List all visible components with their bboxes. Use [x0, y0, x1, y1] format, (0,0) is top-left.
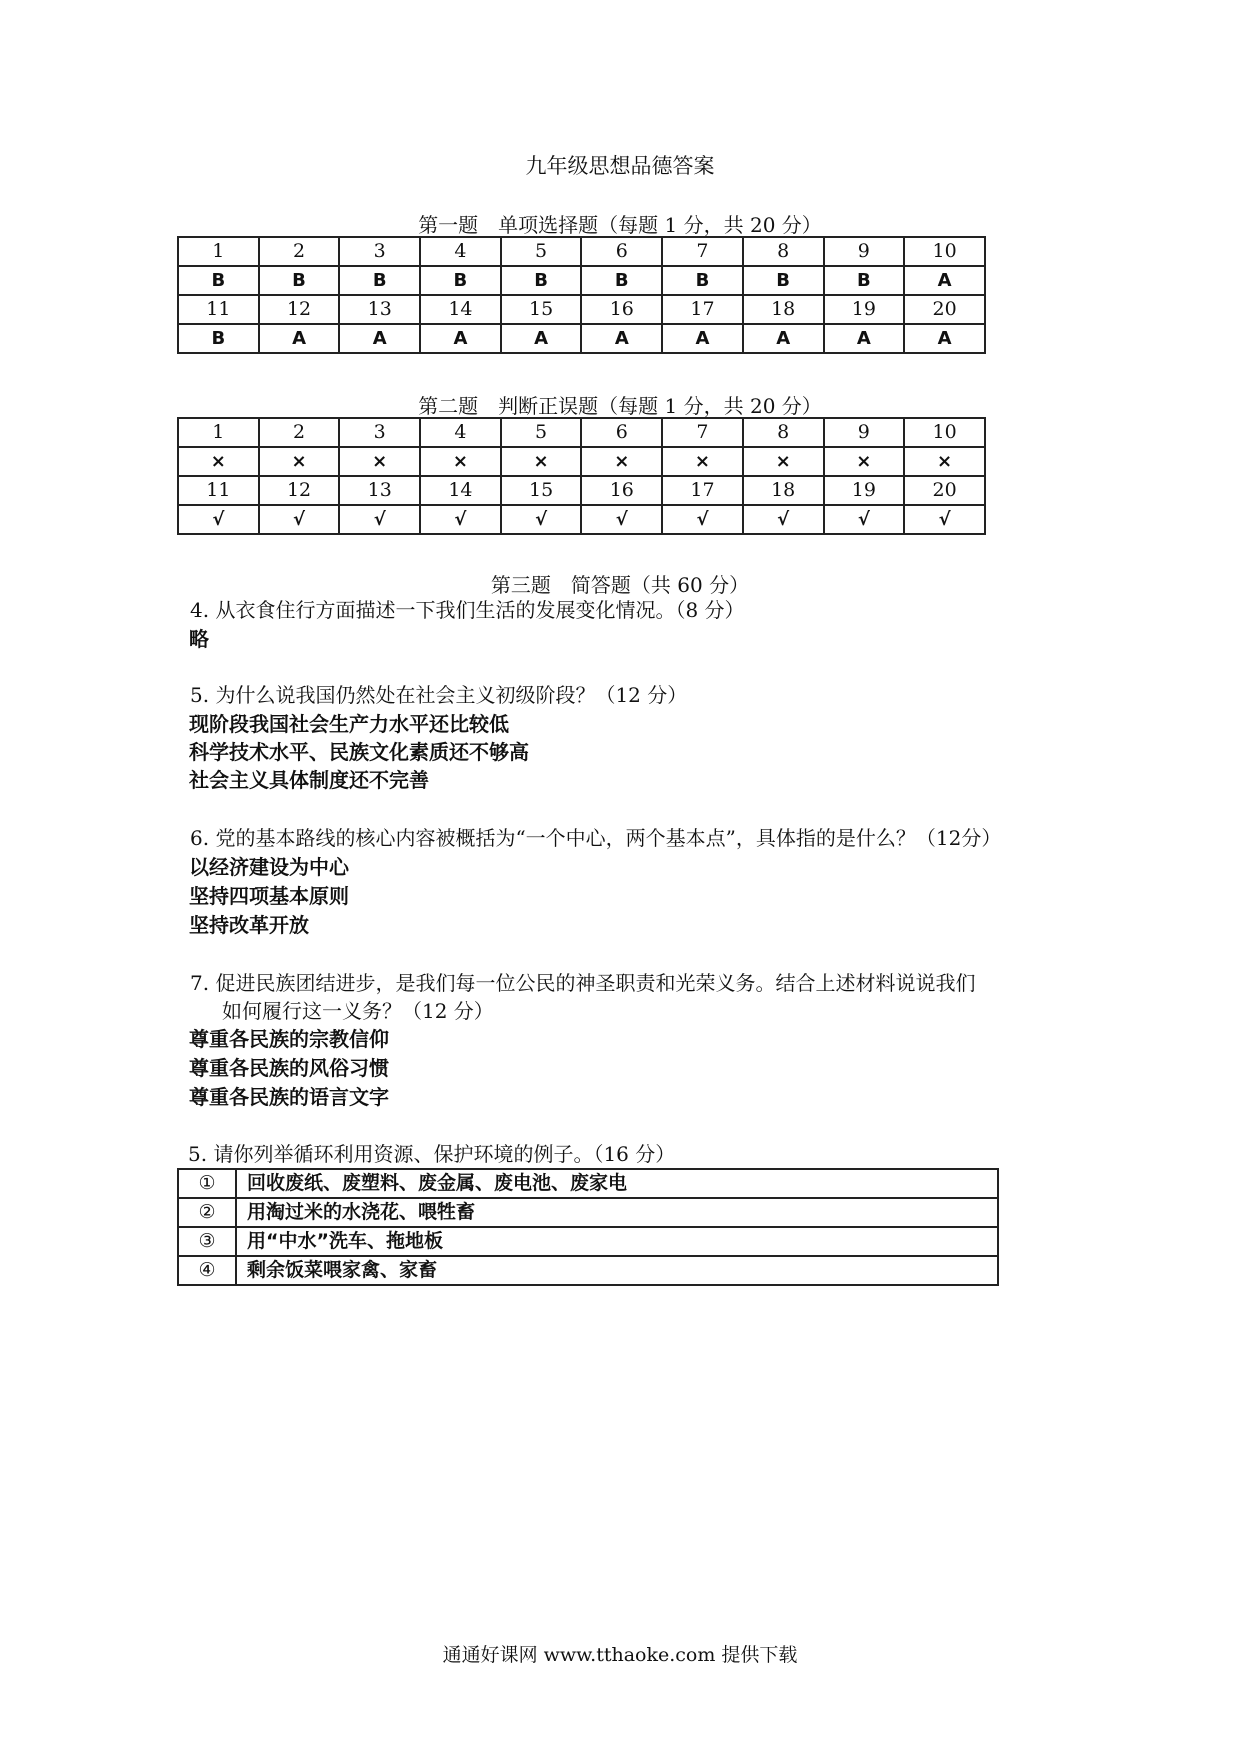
document-title: 九年级思想品德答案	[525, 154, 715, 178]
question-number-cell: 2	[259, 237, 340, 266]
question-number-cell: 9	[824, 418, 905, 447]
list-item-number: ③	[178, 1227, 236, 1256]
question-number-cell: 19	[824, 295, 905, 324]
question-7-line-2: 如何履行这一义务？（12 分）	[222, 999, 494, 1023]
list-item-text: 回收废纸、废塑料、废金属、废电池、废家电	[236, 1169, 998, 1198]
question-number-cell: 1	[178, 418, 259, 447]
answer-cell: A	[339, 324, 420, 353]
answer-cell: B	[259, 266, 340, 295]
list-item-number: ①	[178, 1169, 236, 1198]
answer-cell: B	[420, 266, 501, 295]
answer-row	[178, 505, 985, 534]
answer-cell: ×	[339, 447, 420, 476]
footer-credit: 通通好课网 www.tthaoke.com 提供下载	[442, 1644, 798, 1666]
list-item-number: ②	[178, 1198, 236, 1227]
answer-cell: B	[178, 266, 259, 295]
answer-cell: ×	[824, 447, 905, 476]
section2-title: 第二题 判断正误题（每题 1 分，共 20 分）	[418, 394, 822, 418]
question-number-cell: 12	[259, 295, 340, 324]
question-number-cell: 4	[420, 418, 501, 447]
answer-cell: A	[904, 266, 985, 295]
answer-cell: B	[501, 266, 582, 295]
answer-cell: A	[420, 324, 501, 353]
question-number-cell: 10	[904, 237, 985, 266]
question-number-cell: 20	[904, 476, 985, 505]
answer-row	[178, 447, 985, 476]
question-number-cell: 16	[581, 295, 662, 324]
answer-7-line-3: 尊重各民族的语言文字	[189, 1085, 389, 1109]
list-item	[178, 1227, 998, 1256]
answer-cell: A	[259, 324, 340, 353]
answer-cell: A	[501, 324, 582, 353]
list-item	[178, 1198, 998, 1227]
list-item-text: 用“中水”洗车、拖地板	[236, 1227, 998, 1256]
list-item-text: 用淘过米的水浇花、喂牲畜	[236, 1198, 998, 1227]
answer-cell: √	[581, 505, 662, 534]
answer-cell: √	[420, 505, 501, 534]
answer-cell: B	[581, 266, 662, 295]
answer-cell: A	[662, 324, 743, 353]
question-number-cell: 14	[420, 476, 501, 505]
answer-cell: A	[904, 324, 985, 353]
answer-cell: √	[904, 505, 985, 534]
answer-cell: ×	[662, 447, 743, 476]
answer-cell: ×	[501, 447, 582, 476]
list-item	[178, 1169, 998, 1198]
list-item	[178, 1256, 998, 1285]
answer-cell: √	[178, 505, 259, 534]
question-7-line-1: 7. 促进民族团结进步，是我们每一位公民的神圣职责和光荣义务。结合上述材料说说我们	[190, 971, 976, 995]
section3-title: 第三题 简答题（共 60 分）	[490, 573, 750, 597]
question-number-cell: 3	[339, 237, 420, 266]
answer-cell: B	[824, 266, 905, 295]
section1-answer-table	[177, 236, 986, 354]
question-number-cell: 16	[581, 476, 662, 505]
answer-cell: √	[501, 505, 582, 534]
list-item-text: 剩余饭菜喂家禽、家畜	[236, 1256, 998, 1285]
answer-cell: √	[662, 505, 743, 534]
answer-cell: ×	[178, 447, 259, 476]
question-number-cell: 7	[662, 237, 743, 266]
question-number-cell: 11	[178, 476, 259, 505]
question-number-cell: 3	[339, 418, 420, 447]
answer-6-line-1: 以经济建设为中心	[189, 855, 349, 879]
answer-5-line-2: 科学技术水平、民族文化素质还不够高	[189, 740, 529, 764]
answer-cell: A	[824, 324, 905, 353]
answer-7-line-2: 尊重各民族的风俗习惯	[189, 1056, 389, 1080]
answer-cell: B	[339, 266, 420, 295]
answer-4-line-1: 略	[189, 627, 209, 651]
section2-answer-table	[177, 417, 986, 535]
section1-title: 第一题 单项选择题（每题 1 分，共 20 分）	[418, 213, 822, 237]
example-list-table	[177, 1168, 999, 1286]
question-number-cell: 17	[662, 295, 743, 324]
question-number-cell: 20	[904, 295, 985, 324]
answer-cell: ×	[581, 447, 662, 476]
question-6: 6. 党的基本路线的核心内容被概括为“一个中心，两个基本点”，具体指的是什么？（12分）	[190, 826, 1002, 850]
question-number-row	[178, 476, 985, 505]
answer-row	[178, 324, 985, 353]
question-number-cell: 19	[824, 476, 905, 505]
answer-cell: ×	[259, 447, 340, 476]
answer-7-line-1: 尊重各民族的宗教信仰	[189, 1027, 389, 1051]
answer-cell: B	[178, 324, 259, 353]
question-number-row	[178, 237, 985, 266]
question-number-cell: 8	[743, 237, 824, 266]
question-number-cell: 6	[581, 237, 662, 266]
question-number-cell: 15	[501, 295, 582, 324]
question-number-row	[178, 418, 985, 447]
question-number-cell: 9	[824, 237, 905, 266]
question-number-cell: 18	[743, 295, 824, 324]
answer-cell: √	[339, 505, 420, 534]
question-number-cell: 11	[178, 295, 259, 324]
question-number-cell: 6	[581, 418, 662, 447]
question-number-cell: 7	[662, 418, 743, 447]
answer-6-line-2: 坚持四项基本原则	[189, 884, 349, 908]
answer-cell: A	[743, 324, 824, 353]
question-number-cell: 1	[178, 237, 259, 266]
answer-5-line-3: 社会主义具体制度还不完善	[189, 768, 429, 792]
question-number-cell: 2	[259, 418, 340, 447]
question-5: 5. 为什么说我国仍然处在社会主义初级阶段？（12 分）	[190, 683, 688, 707]
answer-row	[178, 266, 985, 295]
answer-cell: √	[259, 505, 340, 534]
question-number-cell: 5	[501, 237, 582, 266]
answer-cell: A	[581, 324, 662, 353]
question-number-cell: 10	[904, 418, 985, 447]
question-number-cell: 8	[743, 418, 824, 447]
answer-cell: ×	[743, 447, 824, 476]
answer-cell: ×	[420, 447, 501, 476]
answer-6-line-3: 坚持改革开放	[189, 913, 309, 937]
answer-cell: B	[662, 266, 743, 295]
question-number-cell: 12	[259, 476, 340, 505]
question-number-cell: 18	[743, 476, 824, 505]
question-number-cell: 13	[339, 476, 420, 505]
question-number-cell: 17	[662, 476, 743, 505]
answer-cell: √	[824, 505, 905, 534]
question-number-cell: 4	[420, 237, 501, 266]
list-item-number: ④	[178, 1256, 236, 1285]
question-8: 5. 请你列举循环利用资源、保护环境的例子。（16 分）	[188, 1142, 676, 1166]
answer-cell: B	[743, 266, 824, 295]
answer-cell: √	[743, 505, 824, 534]
question-number-cell: 13	[339, 295, 420, 324]
answer-cell: ×	[904, 447, 985, 476]
question-number-cell: 14	[420, 295, 501, 324]
answer-5-line-1: 现阶段我国社会生产力水平还比较低	[189, 712, 509, 736]
question-number-row	[178, 295, 985, 324]
question-number-cell: 5	[501, 418, 582, 447]
question-4: 4. 从衣食住行方面描述一下我们生活的发展变化情况。（8 分）	[190, 598, 745, 622]
question-number-cell: 15	[501, 476, 582, 505]
